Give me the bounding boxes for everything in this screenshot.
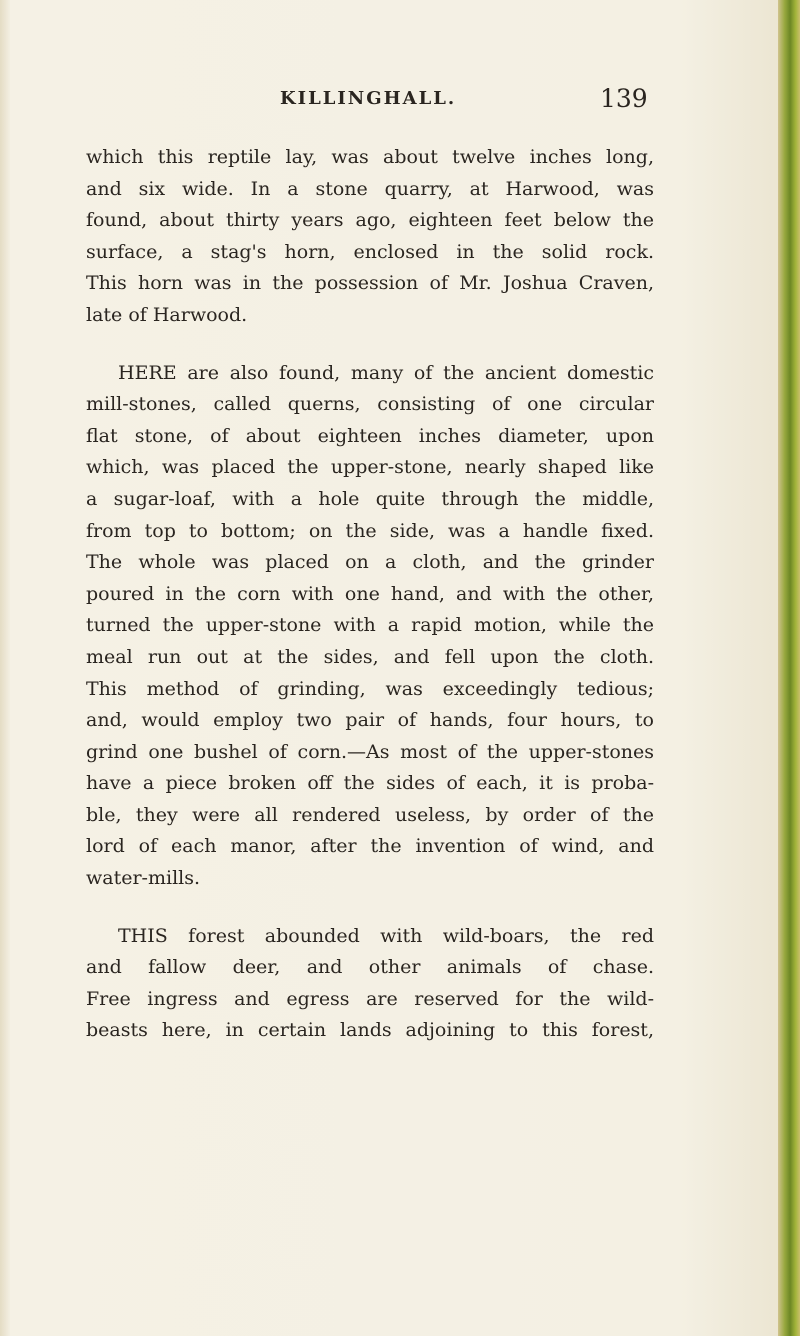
- paragraph-1: [86, 142, 654, 332]
- text-line: mill-stones, called querns, consisting of one circular: [86, 393, 654, 416]
- text-line: This horn was in the possession of Mr. Joshua Craven,: [86, 272, 654, 295]
- text-line: and, would employ two pair of hands, four hours, to: [86, 709, 654, 732]
- text-line: found, about thirty years ago, eighteen feet below the: [86, 209, 654, 232]
- text-line: which, was placed the upper-stone, nearly shaped like: [86, 456, 654, 479]
- text-line: and six wide. In a stone quarry, at Harwood, was: [86, 177, 654, 200]
- paragraph-2: [86, 358, 654, 895]
- text-line: and fallow deer, and other animals of chase.: [86, 956, 654, 979]
- text-line: grind one bushel of corn.—As most of the upper-stones: [86, 740, 654, 763]
- text-line: beasts here, in certain lands adjoining to this forest,: [86, 1019, 654, 1042]
- text-line: ble, they were all rendered useless, by order of the: [86, 803, 654, 826]
- text-line: flat stone, of about eighteen inches diameter, upon: [86, 424, 654, 447]
- text-line: a sugar-loaf, with a hole quite through the middle,: [86, 487, 654, 510]
- text-line: Free ingress and egress are reserved for the wild-: [86, 987, 654, 1010]
- text-line: from top to bottom; on the side, was a handle fixed.: [86, 519, 654, 542]
- text-line: turned the upper-stone with a rapid motion, while the: [86, 614, 654, 637]
- text-line: HERE are also found, many of the ancient domestic: [118, 361, 654, 384]
- text-line: meal run out at the sides, and fell upon the cloth.: [86, 645, 654, 668]
- paragraph-3: [86, 921, 654, 1047]
- body-text: [86, 142, 654, 1047]
- paragraph-gap: [86, 895, 654, 921]
- text-line: which this reptile lay, was about twelve inches long,: [86, 146, 654, 168]
- paragraph-gap: [86, 332, 654, 358]
- text-line: The whole was placed on a cloth, and the grinder: [86, 551, 654, 574]
- text-line: surface, a stag's horn, enclosed in the solid rock.: [86, 240, 654, 263]
- page-number: 139: [600, 84, 648, 113]
- running-title: KILLINGHALL.: [280, 88, 457, 109]
- text-line: THIS forest abounded with wild-boars, the red: [118, 924, 654, 947]
- text-line: late of Harwood.: [86, 303, 248, 326]
- text-line: have a piece broken off the sides of each, it is proba-: [86, 772, 654, 795]
- text-line: lord of each manor, after the invention of wind, and: [86, 835, 654, 858]
- text-line: water-mills.: [86, 867, 201, 890]
- page-header: [120, 84, 680, 124]
- text-line: poured in the corn with one hand, and with the other,: [86, 582, 654, 605]
- page-binding-edge: [778, 0, 800, 1336]
- page-left-edge: [0, 0, 10, 1336]
- text-line: This method of grinding, was exceedingly tedious;: [86, 677, 654, 700]
